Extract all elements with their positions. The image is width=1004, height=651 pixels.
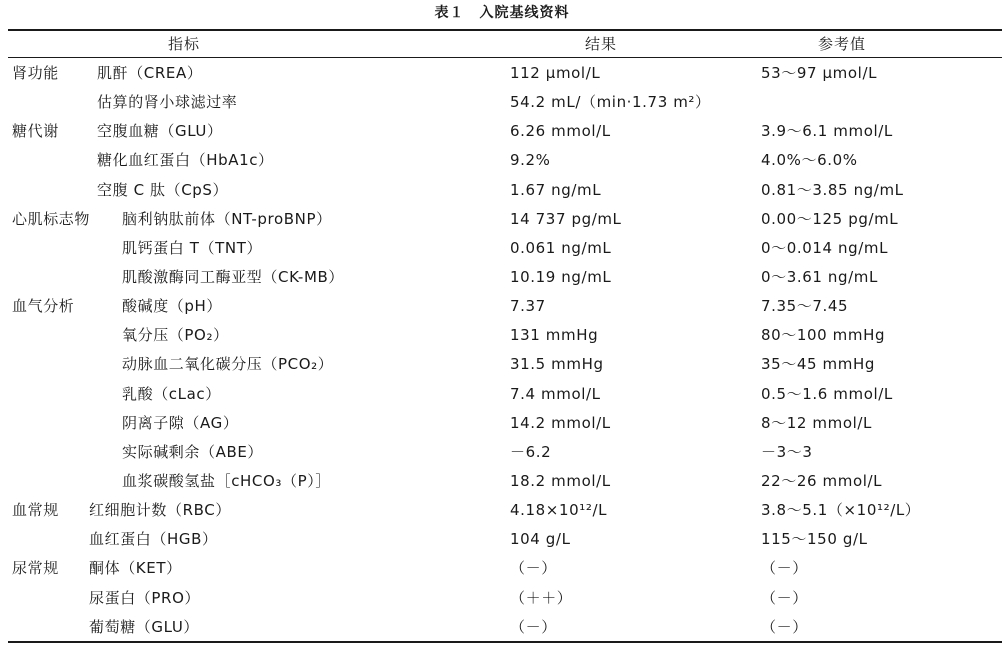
table-row xyxy=(0,350,1004,379)
reference-cell: 8～12 mmol/L xyxy=(761,413,872,432)
indicator-cell: 尿蛋白（PRO） xyxy=(89,588,201,607)
category-cell: 血气分析 xyxy=(12,297,75,316)
indicator-cell: 酸碱度（pH） xyxy=(122,297,223,316)
result-cell: （＋＋） xyxy=(510,588,573,607)
reference-cell: 0.5～1.6 mmol/L xyxy=(761,384,893,403)
reference-cell: （－） xyxy=(761,588,808,607)
category-cell: 心肌标志物 xyxy=(12,209,91,228)
table-row xyxy=(0,234,1004,263)
indicator-cell: 阴离子隙（AG） xyxy=(122,413,239,432)
result-cell: （－） xyxy=(510,559,557,578)
indicator-cell: 估算的肾小球滤过率 xyxy=(97,93,238,112)
indicator-cell: 红细胞计数（RBC） xyxy=(89,501,231,520)
table-row xyxy=(0,117,1004,146)
reference-cell: 0～0.014 ng/mL xyxy=(761,238,889,257)
table-row xyxy=(0,292,1004,321)
indicator-cell: 脑利钠肽前体（NT-proBNP） xyxy=(122,209,332,228)
result-cell: 10.19 ng/mL xyxy=(510,267,612,286)
indicator-cell: 酮体（KET） xyxy=(89,559,182,578)
reference-cell: 3.9～6.1 mmol/L xyxy=(761,122,893,141)
table-row xyxy=(0,205,1004,234)
table-row xyxy=(0,438,1004,467)
result-cell: 9.2% xyxy=(510,151,551,170)
indicator-cell: 空腹 C 肽（CpS） xyxy=(97,180,229,199)
result-cell: 18.2 mmol/L xyxy=(510,471,611,490)
reference-cell: 0.00～125 pg/mL xyxy=(761,209,899,228)
result-cell: 112 μmol/L xyxy=(510,64,601,82)
result-cell: 104 g/L xyxy=(510,530,571,549)
reference-cell: （－） xyxy=(761,617,808,636)
indicator-cell: 糖化血红蛋白（HbA1c） xyxy=(97,151,274,170)
indicator-cell: 动脉血二氧化碳分压（PCO₂） xyxy=(122,355,334,374)
reference-cell: 4.0%～6.0% xyxy=(761,151,858,170)
reference-cell: （－） xyxy=(761,559,808,578)
result-cell: 131 mmHg xyxy=(510,326,599,345)
reference-cell: 115～150 g/L xyxy=(761,530,868,549)
result-cell: 14 737 pg/mL xyxy=(510,209,622,228)
indicator-cell: 实际碱剩余（ABE） xyxy=(122,442,264,461)
reference-cell: 7.35～7.45 xyxy=(761,297,849,316)
category-cell: 尿常规 xyxy=(12,559,59,578)
header-result: 结果 xyxy=(585,35,618,53)
table-row xyxy=(0,263,1004,292)
category-cell: 血常规 xyxy=(12,501,59,520)
table-row xyxy=(0,613,1004,642)
indicator-cell: 空腹血糖（GLU） xyxy=(97,122,223,141)
header-reference: 参考值 xyxy=(818,35,867,53)
table-row xyxy=(0,554,1004,583)
indicator-cell: 肌钙蛋白 T（TNT） xyxy=(122,238,263,257)
result-cell: 4.18×10¹²/L xyxy=(510,501,608,520)
indicator-cell: 乳酸（cLac） xyxy=(122,384,221,403)
table-header-rule xyxy=(8,57,1002,58)
indicator-cell: 血浆碳酸氢盐［cHCO₃（P）］ xyxy=(122,471,331,490)
indicator-cell: 肌酸激酶同工酶亚型（CK-MB） xyxy=(122,267,344,286)
result-cell: －6.2 xyxy=(510,442,552,461)
result-cell: 54.2 mL/（min·1.73 m²） xyxy=(510,93,711,112)
indicator-cell: 血红蛋白（HGB） xyxy=(89,530,218,549)
table-row xyxy=(0,321,1004,350)
result-cell: 0.061 ng/mL xyxy=(510,238,612,257)
reference-cell: 35～45 mmHg xyxy=(761,355,875,374)
category-cell: 肾功能 xyxy=(12,64,59,82)
table-row xyxy=(0,146,1004,175)
table-row xyxy=(0,496,1004,525)
reference-cell: －3～3 xyxy=(761,442,813,461)
table-title: 表１ 入院基线资料 xyxy=(434,5,570,21)
table-row xyxy=(0,409,1004,438)
table-top-rule xyxy=(8,29,1002,31)
result-cell: 6.26 mmol/L xyxy=(510,122,611,141)
result-cell: 31.5 mmHg xyxy=(510,355,604,374)
reference-cell: 22～26 mmol/L xyxy=(761,471,883,490)
table-row xyxy=(0,467,1004,496)
reference-cell: 53～97 μmol/L xyxy=(761,64,878,82)
table-row xyxy=(0,584,1004,613)
category-cell: 糖代谢 xyxy=(12,122,59,141)
reference-cell: 0～3.61 ng/mL xyxy=(761,267,878,286)
table-row xyxy=(0,59,1004,88)
result-cell: 7.4 mmol/L xyxy=(510,384,601,403)
reference-cell: 80～100 mmHg xyxy=(761,326,886,345)
header-indicator: 指标 xyxy=(168,35,201,53)
result-cell: 7.37 xyxy=(510,297,546,316)
result-cell: （－） xyxy=(510,617,557,636)
table-bottom-rule xyxy=(8,641,1002,643)
reference-cell: 0.81～3.85 ng/mL xyxy=(761,180,904,199)
table-row xyxy=(0,88,1004,117)
table-row xyxy=(0,525,1004,554)
indicator-cell: 肌酐（CREA） xyxy=(97,64,203,82)
indicator-cell: 氧分压（PO₂） xyxy=(122,326,229,345)
table-row xyxy=(0,380,1004,409)
table-body xyxy=(0,59,1004,642)
indicator-cell: 葡萄糖（GLU） xyxy=(89,617,200,636)
result-cell: 1.67 ng/mL xyxy=(510,180,602,199)
table-row xyxy=(0,176,1004,205)
reference-cell: 3.8～5.1（×10¹²/L） xyxy=(761,501,921,520)
result-cell: 14.2 mmol/L xyxy=(510,413,611,432)
